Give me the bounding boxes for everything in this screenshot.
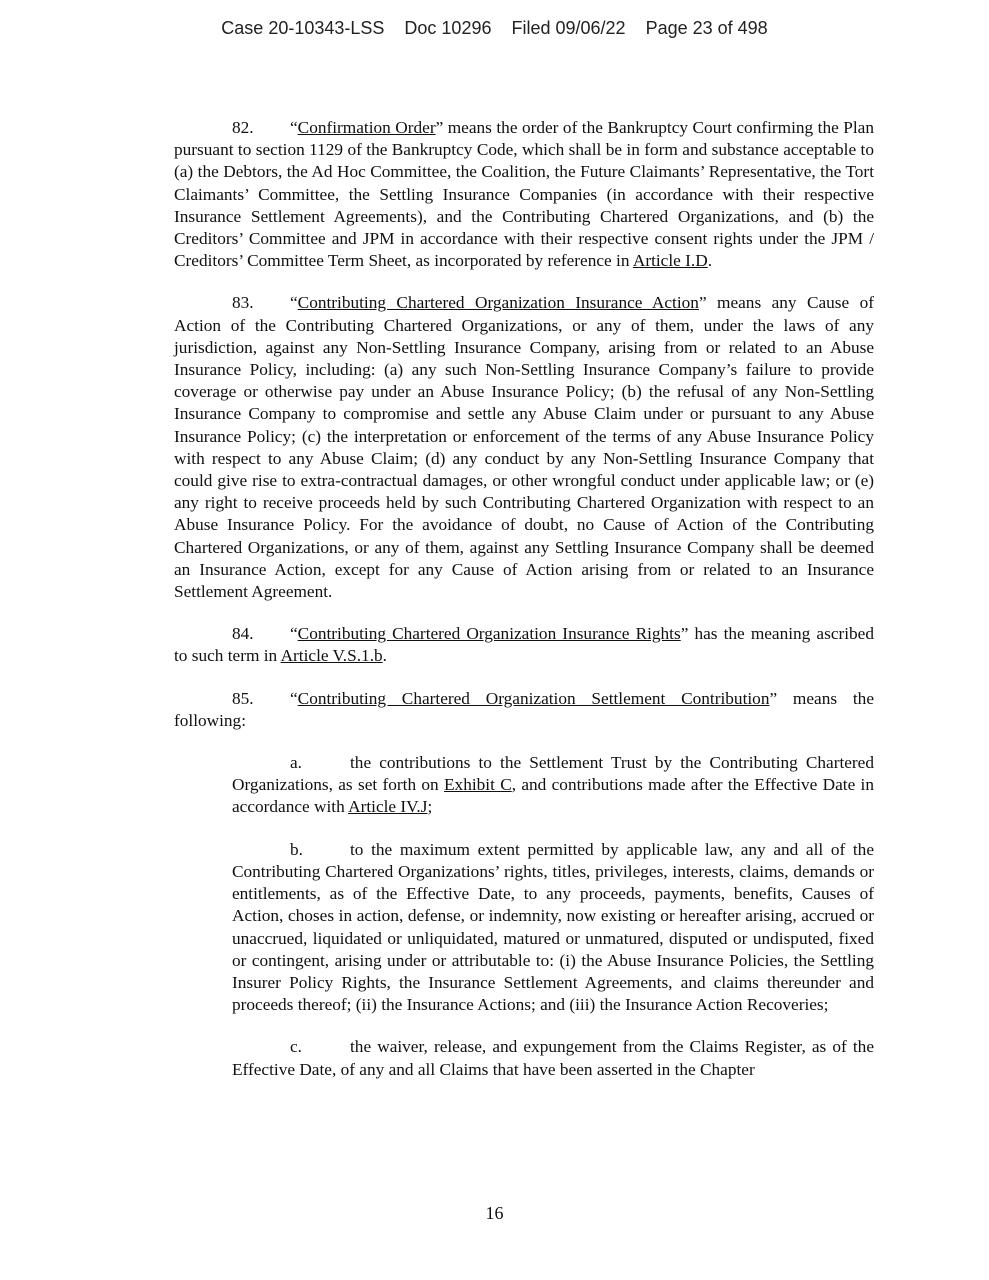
case-number: Case 20-10343-LSS bbox=[221, 18, 385, 38]
defined-term: Confirmation Order bbox=[297, 118, 436, 137]
definition-85: 85. “Contributing Chartered Organization Settlement Contribution” means the following: bbox=[174, 688, 874, 730]
definition-82: 82. “Confirmation Order” means the order of the Bankruptcy Court confirming the Plan pursuant to section 1129 of the Bankruptcy Code, which shall be in form and substance acceptable to (a) the Debtors, the Ad Hoc Committee, the Coalition, the Future Claimants’ Representative, the Tort Claimants’ Committee, the Settling Insurance Companies (in accordance with their respective Insurance Settlement Agreements), and the Contributing Chartered Organizations, and (b) the Creditors’ Committee and JPM in accordance with their respective consent rights under the JPM / Creditors’ Committee Term Sheet, as incorporated by reference in Article I.D. bbox=[174, 118, 874, 271]
filed-date: Filed 09/06/22 bbox=[511, 18, 626, 38]
defined-term: Contributing Chartered Organization Insurance Action bbox=[297, 293, 699, 313]
subitem-c: c. the waiver, release, and expungement from the Claims Register, as of the Effective Date, of any and all Claims that have been asserted in the Chapter bbox=[232, 1037, 874, 1079]
definition-84: 84. “Contributing Chartered Organization Insurance Rights” has the meaning ascribed to such term in Article V.S.1.b. bbox=[174, 624, 874, 666]
definition-83: 83. “Contributing Chartered Organization Insurance Action” means any Cause of Action of the Contributing Chartered Organizations, or any of them, under the laws of any jurisdiction, against any Non-Settling Insurance Company, arising from or related to an Abuse Insurance Policy, including: (a) any such Non-Settling Insurance Company’s failure to provide coverage or otherwise pay under an Abuse Insurance Policy; (b) the refusal of any Non-Settling Insurance Company to compromise and settle any Abuse Claim under or pursuant to any Abuse Insurance Policy; (c) the interpretation or enforcement of the terms of any Abuse Insurance Policy with respect to any Abuse Claim; (d) any conduct by any Non-Settling Insurance Company that could give rise to extra-contractual damages, or other wrongful conduct under applicable law; or (e) any right to receive proceeds held by such Contributing Chartered Organization with respect to an Abuse Insurance Policy. For the avoidance of doubt, no Cause of Action of the Contributing Chartered Organizations, or any of them, against any Settling Insurance Company shall be deemed an Insurance Action, except for any Cause of Action arising from or related to an Insurance Settlement Agreement. bbox=[174, 293, 874, 602]
defined-term: Contributing Chartered Organization Settlement Contribution bbox=[297, 688, 770, 708]
page-count: Page 23 of 498 bbox=[645, 18, 768, 38]
cross-reference: Article V.S.1.b bbox=[280, 646, 383, 666]
case-header bbox=[0, 18, 989, 39]
page-number: 16 bbox=[485, 1203, 504, 1223]
defined-term: Contributing Chartered Organization Insurance Rights bbox=[297, 624, 681, 644]
cross-reference: Article IV.J bbox=[348, 797, 428, 817]
doc-number: Doc 10296 bbox=[404, 18, 492, 38]
subitem-b: b. to the maximum extent permitted by applicable law, any and all of the Contributing Chartered Organizations’ rights, titles, privileges, interests, claims, demands or entitlements, as of the Effective Date, to any proceeds, payments, benefits, Causes of Action, choses in action, defense, or indemnity, now existing or hereafter arising, accrued or unaccrued, liquidated or unliquidated, matured or unmatured, disputed or undisputed, fixed or contingent, arising under or attributable to: (i) the Abuse Insurance Policies, the Settling Insurer Policy Rights, the Insurance Settlement Agreements, and claims thereunder and proceeds thereof; (ii) the Insurance Actions; and (iii) the Insurance Action Recoveries; bbox=[232, 839, 874, 1015]
subitem-a: a. the contributions to the Settlement Trust by the Contributing Chartered Organizations, as set forth on Exhibit C, and contributions made after the Effective Date in accordance with Article IV.J; bbox=[232, 753, 874, 817]
cross-reference: Article I.D bbox=[632, 251, 708, 271]
document-body bbox=[174, 117, 874, 1101]
cross-reference: Exhibit C bbox=[444, 775, 512, 795]
